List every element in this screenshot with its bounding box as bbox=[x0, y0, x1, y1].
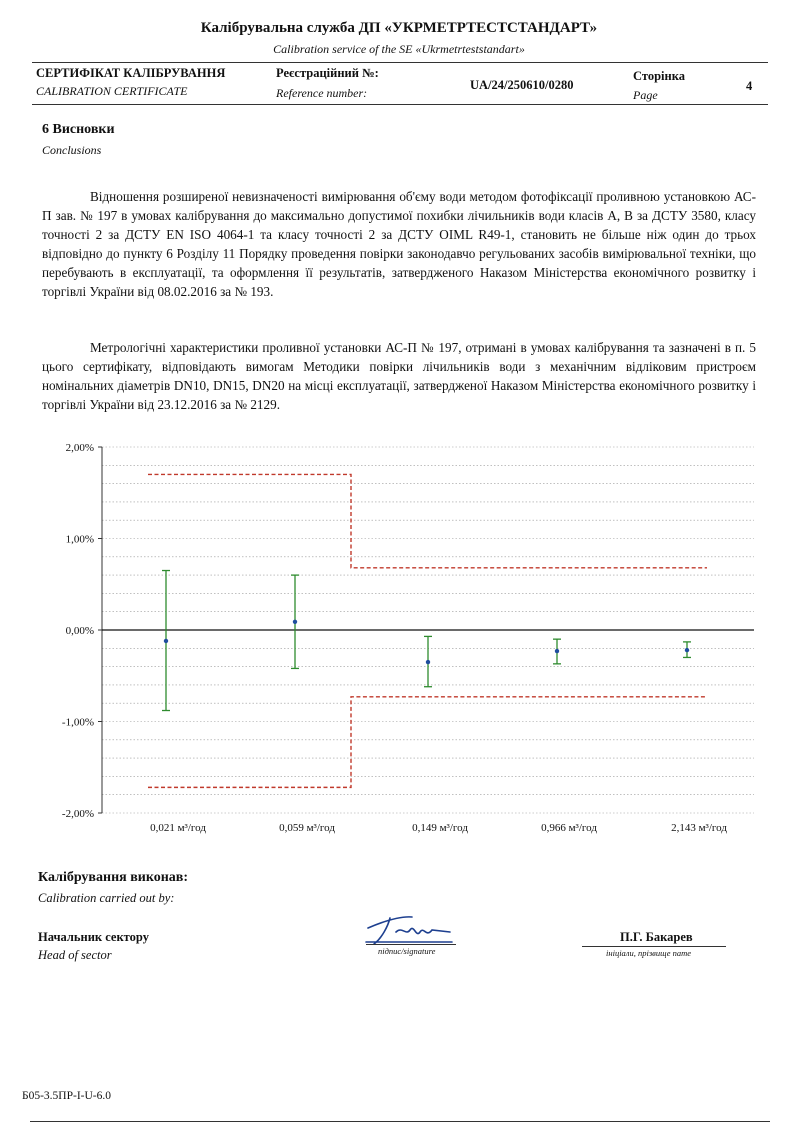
performed-by-label: Калібрування виконав: bbox=[38, 870, 189, 885]
lower-limit-line bbox=[148, 697, 707, 788]
name-caption: ініціали, прізвище name bbox=[606, 948, 692, 958]
data-point bbox=[685, 648, 689, 652]
data-point bbox=[426, 660, 430, 664]
section-title: 6 Висновки bbox=[42, 122, 115, 137]
x-tick-label: 2,143 м³/год bbox=[671, 822, 727, 834]
upper-limit-line bbox=[148, 474, 707, 567]
conclusion-paragraph-2: Метрологічні характеристики проливної установки АС-П № 197, отримані в умовах калібрування та зазначені в п. 5 цього сертифікату, відповідають вимогам Методики повірки лічильників води з механічним відліковим пристроєм номінальних діаметрів DN10, DN15, DN20 на місці експлуатації, затвердженої Наказом Міністерства економічного розвитку і торгівлі України від 23.12.2016 за № 2129. bbox=[42, 340, 756, 412]
signer-name: П.Г. Бакарев bbox=[620, 930, 693, 944]
y-tick-label: -1,00% bbox=[61, 716, 94, 729]
position-label-en: Head of sector bbox=[38, 948, 112, 962]
x-tick-label: 0,021 м³/год bbox=[150, 822, 206, 834]
page-label: Сторінка bbox=[633, 69, 685, 83]
x-tick-label: 0,966 м³/год bbox=[541, 822, 597, 834]
name-line bbox=[582, 946, 726, 947]
signature-image bbox=[360, 908, 460, 948]
y-tick-label: 1,00% bbox=[65, 533, 94, 546]
ref-label: Реєстраційний №: bbox=[276, 66, 379, 80]
conclusion-paragraph-1: Відношення розширеної невизначеності вимірювання об'єму води методом фотофіксації проливною установкою АС-П зав. № 197 в умовах калібрування до максимально допустимої похибки лічильників води класів А, В за ДСТУ 3580, класу точності 2 за ДСТУ EN ISO 4064-1 та класу точності 2 за ДСТУ OIML R49-1, становить не більше ніж один до трьох відповідно до пункту 6 Розділу 11 Порядку проведення повірки законодавчо регульованих засобів вимірювальної техніки, що перебувають в експлуатації, та оформлення її результатів, затвердженого Наказом Міністерства економічного розвитку і торгівлі України від 08.02.2016 за № 193. bbox=[42, 189, 756, 299]
header-divider-bottom bbox=[32, 104, 768, 105]
y-tick-label: 0,00% bbox=[65, 625, 94, 637]
position-label: Начальник сектору bbox=[38, 930, 149, 944]
x-tick-label: 0,149 м³/год bbox=[412, 822, 468, 834]
header-divider-top bbox=[32, 62, 768, 63]
ref-number: UA/24/250610/0280 bbox=[470, 78, 574, 92]
page-label-en: Page bbox=[633, 88, 658, 102]
form-code: Б05-3.5ПР-І-U-6.0 bbox=[22, 1090, 112, 1102]
performed-by-label-en: Calibration carried out by: bbox=[38, 891, 175, 905]
section-title-en: Conclusions bbox=[42, 143, 102, 157]
organization-name: Калібрувальна служба ДП «УКРМЕТРТЕСТСТАНДАРТ» bbox=[200, 20, 598, 36]
data-point bbox=[555, 649, 559, 653]
page-number: 4 bbox=[746, 79, 753, 93]
y-tick-label: 2,00% bbox=[65, 442, 94, 454]
signature-line bbox=[366, 944, 456, 945]
y-tick-label: -2,00% bbox=[61, 808, 94, 820]
cert-label: СЕРТИФІКАТ КАЛІБРУВАННЯ bbox=[36, 66, 226, 80]
cert-label-en: CALIBRATION CERTIFICATE bbox=[36, 84, 188, 98]
organization-name-en: Calibration service of the SE «Ukrmetrteststandart» bbox=[273, 42, 525, 56]
data-point bbox=[164, 639, 168, 643]
ref-label-en: Reference number: bbox=[276, 86, 368, 100]
signature-caption: підпис/signature bbox=[378, 946, 436, 956]
x-tick-label: 0,059 м³/год bbox=[279, 822, 335, 834]
calibration-error-chart bbox=[30, 430, 770, 850]
footer-line bbox=[30, 1121, 770, 1122]
data-point bbox=[293, 620, 297, 624]
